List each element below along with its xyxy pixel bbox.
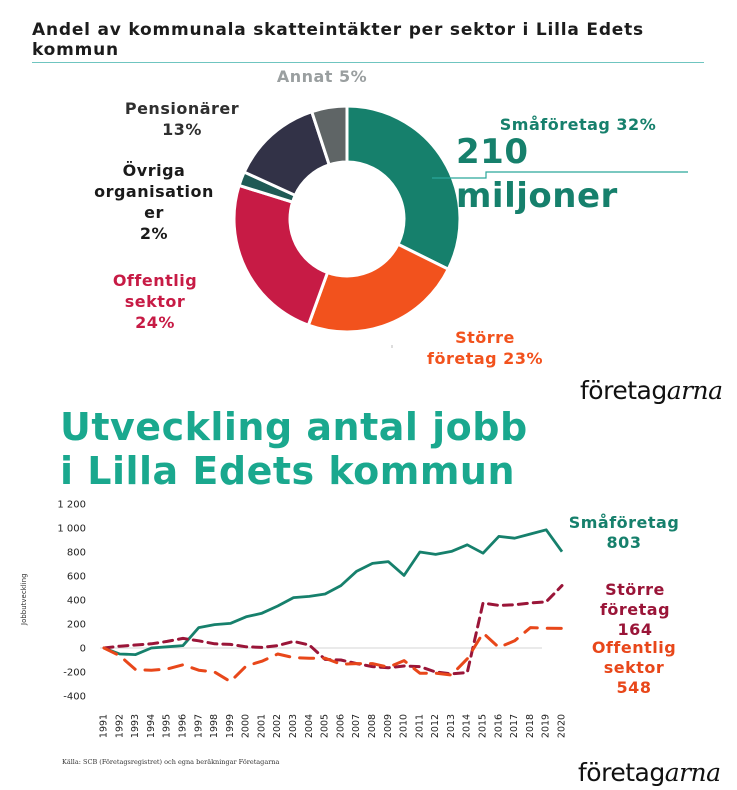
series-line-smaforetag xyxy=(104,530,562,655)
x-tick-label: 1998 xyxy=(209,713,221,739)
x-tick-label: 2013 xyxy=(445,713,457,739)
chart-title: Andel av kommunala skatteintäkter per sektor i Lilla Edets kommun xyxy=(32,20,644,60)
label-ovriga xyxy=(78,160,230,244)
y-tick-label: 1 200 xyxy=(57,499,86,511)
line-chart-title-line1: Utveckling antal jobb xyxy=(60,405,528,449)
x-tick-label: 2000 xyxy=(240,713,252,739)
x-tick-label: 1997 xyxy=(193,713,205,739)
brand-italic: arna xyxy=(664,758,721,787)
series-label-smaforetag-value: 803 xyxy=(606,533,642,552)
series-label-storre-line2: företag xyxy=(599,600,671,619)
x-tick-label: 2001 xyxy=(256,713,268,739)
label-smaforetag: Småföretag 32% xyxy=(499,115,657,134)
donut-slice-storre-foretag xyxy=(308,244,448,332)
source-note: Källa: SCB (Företagsregistret) och egna beräkningar Företagarna xyxy=(62,758,280,766)
x-tick-label: 2014 xyxy=(461,713,473,739)
x-tick-label: 2009 xyxy=(382,713,394,739)
label-ovriga-line3: er xyxy=(144,203,164,222)
x-tick-label: 2012 xyxy=(430,713,442,739)
x-tick-label: 2005 xyxy=(319,713,331,739)
series-label-offentlig xyxy=(574,638,694,698)
x-tick-label: 1991 xyxy=(98,713,110,739)
x-tick-label: 1992 xyxy=(114,713,126,739)
x-tick-label: 2002 xyxy=(272,713,284,739)
series-label-storre xyxy=(580,580,690,640)
series-label-smaforetag xyxy=(554,513,694,553)
brand-logo-bottom xyxy=(578,758,721,787)
label-offentlig-value: 24% xyxy=(135,313,175,332)
y-tick-label: 800 xyxy=(66,547,86,559)
x-tick-label: 2017 xyxy=(509,713,521,739)
label-storre xyxy=(410,327,560,369)
donut-slice-offentlig-sektor xyxy=(234,185,328,325)
x-tick-label: 2011 xyxy=(414,713,426,739)
y-tick-label: -400 xyxy=(63,691,86,703)
x-tick-label: 1995 xyxy=(161,713,173,739)
y-tick-label: 400 xyxy=(66,595,86,607)
x-tick-label: 2003 xyxy=(288,713,300,739)
series-label-offentlig-line2: sektor xyxy=(603,658,665,677)
x-tick-label: 2018 xyxy=(524,713,536,739)
label-ovriga-value: 2% xyxy=(139,224,169,243)
label-ovriga-line1: Övriga xyxy=(122,161,186,180)
x-tick-label: 2006 xyxy=(335,713,347,739)
label-pensionarer-value: 13% xyxy=(162,120,202,139)
series-label-offentlig-line1: Offentlig xyxy=(591,638,677,657)
label-pensionarer xyxy=(112,98,252,140)
series-label-smaforetag-name: Småföretag xyxy=(568,513,680,532)
y-tick-label: -200 xyxy=(63,667,86,679)
x-tick-label: 2004 xyxy=(303,713,315,739)
x-tick-label: 1993 xyxy=(130,713,142,739)
x-tick-label: 2019 xyxy=(540,713,552,739)
x-tick-label: 1999 xyxy=(224,713,236,739)
label-storre-line2: företag 23% xyxy=(427,349,543,368)
brand-plain: företag xyxy=(580,376,667,405)
line-chart-title-line2: i Lilla Edets kommun xyxy=(60,449,516,493)
line-chart-title xyxy=(60,405,620,493)
label-offentlig-line1: Offentlig xyxy=(112,271,198,290)
series-label-offentlig-value: 548 xyxy=(616,678,652,697)
brand-logo-top xyxy=(580,376,723,405)
x-tick-label: 2020 xyxy=(556,713,568,739)
x-tick-label: 1996 xyxy=(177,713,189,739)
x-tick-label: 1994 xyxy=(145,713,157,739)
y-tick-label: 1 000 xyxy=(57,523,86,535)
x-tick-label: 2007 xyxy=(351,713,363,739)
y-tick-label: 0 xyxy=(79,643,86,655)
x-tick-label: 2008 xyxy=(366,713,378,739)
series-label-storre-line1: Större xyxy=(605,580,665,599)
label-ovriga-line2: organisation xyxy=(94,182,214,201)
label-annat: Annat 5% xyxy=(276,67,368,86)
series-line-offentlig-sektor xyxy=(104,628,562,682)
brand-plain: företag xyxy=(578,758,665,787)
highlight-value: 210 miljoner xyxy=(456,132,618,216)
brand-italic: arna xyxy=(666,376,723,405)
x-tick-label: 2015 xyxy=(477,713,489,739)
y-tick-label: 600 xyxy=(66,571,86,583)
label-storre-line1: Större xyxy=(455,328,515,347)
y-tick-label: 200 xyxy=(66,619,86,631)
y-axis-label: Jobbutveckling xyxy=(20,573,28,625)
donut-slice-smaforetag xyxy=(347,106,460,269)
x-tick-label: 2016 xyxy=(493,713,505,739)
label-pensionarer-name: Pensionärer xyxy=(124,99,240,118)
label-offentlig xyxy=(90,270,220,333)
label-offentlig-line2: sektor xyxy=(124,292,186,311)
x-tick-label: 2010 xyxy=(398,713,410,739)
series-label-storre-value: 164 xyxy=(617,620,653,639)
